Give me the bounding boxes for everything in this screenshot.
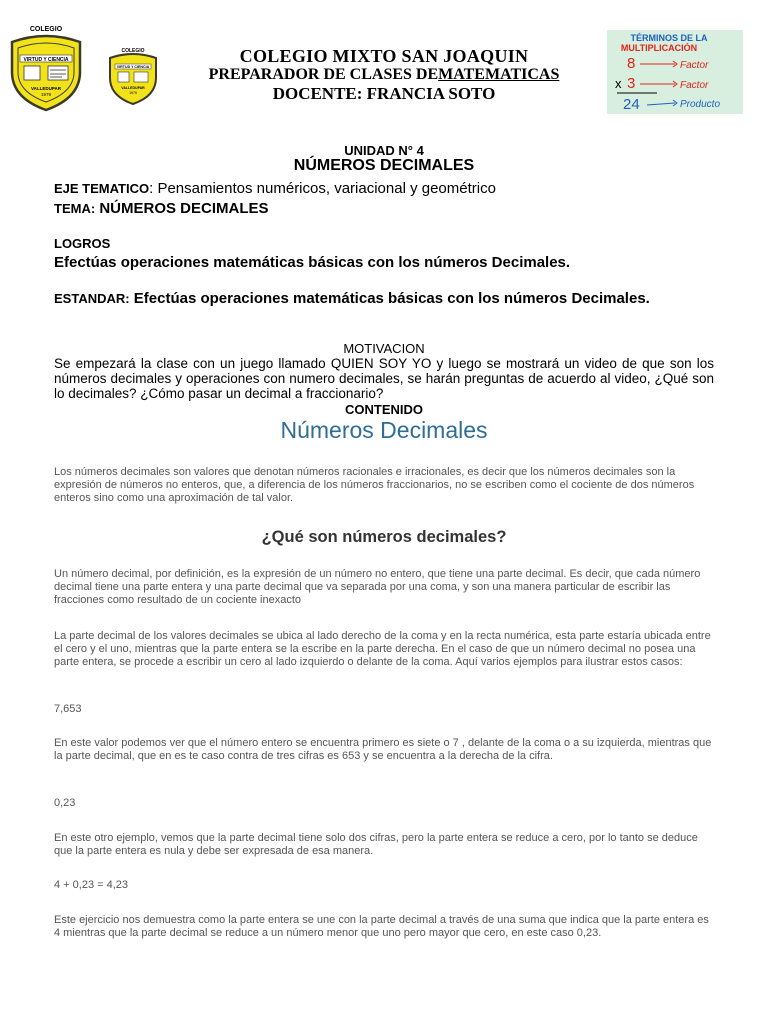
card-row3-label: Producto (680, 99, 721, 110)
numeros-decimales-heading: Números Decimales (280, 417, 488, 443)
eje-value: : Pensamientos numéricos, variacional y geométrico (149, 180, 496, 197)
logo-small-year: 1979 (129, 91, 137, 95)
contenido-label: CONTENIDO (345, 402, 423, 417)
logo-small-bottom-text: VALLEDUPAR (121, 86, 145, 90)
card-row1-value: 8 (627, 55, 636, 72)
card-row2-sign: x (615, 76, 622, 91)
example-1-explanation: En este valor podemos ver que el número entero se encuentra primero es siete o 7 , delante de la coma o a su izquierda, mientras que la parte decimal, que en es te caso contra de tres cifras es 653 y se encuentra a la derecha de la cifra. (54, 737, 712, 762)
example-2: 0,23 (54, 797, 76, 809)
eje-tematico (54, 180, 496, 197)
subtitle-prefix: PREPARADOR DE CLASES DE (208, 66, 439, 83)
estandar-label: ESTANDAR: (54, 291, 130, 306)
card-row3-value: 24 (623, 96, 640, 113)
intro-paragraph: Los números decimales son valores que denotan números racionales e irracionales, es decir que los números decimales son la expresión de números no enteros, que, a diferencia de los números fraccionarios, no se escriben como el cociente de dos números enteros sino como una aproximación de tal valor. (54, 466, 695, 504)
card-row1-label: Factor (680, 60, 709, 71)
tema (54, 200, 269, 217)
logo-small-band-text: VIRTUD Y CIENCIA (116, 65, 150, 69)
multiplication-terms-image (607, 30, 743, 114)
card-row2-value: 3 (627, 75, 636, 92)
unit-number: UNIDAD N° 4 (344, 143, 424, 158)
example-3-explanation: Este ejercicio nos demuestra como la parte entera se une con la parte decimal a través de una suma que indica que la parte entera es 4 mientras que la parte decimal se reduce a un número menor que uno pero mayor que cero, en este caso 0,23. (54, 914, 709, 939)
example-2-explanation: En este otro ejemplo, vemos que la parte decimal tiene solo dos cifras, pero la parte entera se reduce a cero, por lo tanto se deduce que la parte entera es nula y debe ser expresada de esa manera. (54, 832, 698, 857)
teacher-name: DOCENTE: FRANCIA SOTO (272, 84, 496, 103)
card-row2-label: Factor (680, 80, 709, 91)
logros-text: Efectúas operaciones matemáticas básicas con los números Decimales. (54, 254, 571, 271)
parte-decimal-paragraph: La parte decimal de los valores decimales se ubica al lado derecho de la coma y en la recta numérica, esta parte estaría ubicada entre el cero y el uno, mientras que la parte entera se la escribe en la parte derecha. En el caso de que un número decimal no posea una parte entera, se procede a escribir un cero al lado izquierdo o delante de la coma. Aquí varios ejemplos para ilustrar estos casos: (54, 630, 711, 668)
logo-small-top-text: COLEGIO (121, 48, 145, 54)
eje-label: EJE TEMATICO (54, 181, 150, 196)
logo-year: 1979 (40, 92, 52, 97)
card-title-line2: MULTIPLICACIÓN (620, 43, 698, 53)
example-1: 7,653 (54, 703, 82, 715)
example-3: 4 + 0,23 = 4,23 (54, 879, 129, 891)
motivacion-title: MOTIVACION (343, 341, 425, 356)
logo-bottom-text: VALLEDUPAR (30, 86, 62, 91)
school-name: COLEGIO MIXTO SAN JOAQUIN (239, 46, 529, 66)
definition-paragraph: Un número decimal, por definición, es la expresión de un número no entero, que tiene una parte decimal. Es decir, que cada número decimal tiene una parte entera y una parte decimal que va separada por una coma, y son una manera particular de escribir las fracciones como resultado de un cociente inexacto (54, 568, 701, 606)
logo-band-text: VIRTUD Y CIENCIA (23, 57, 69, 63)
subtitle-subject: MATEMATICAS (438, 66, 560, 83)
logros-label: LOGROS (54, 236, 111, 251)
question-heading: ¿Qué son números decimales? (261, 528, 507, 546)
card-title-line1: TÉRMINOS DE LA (630, 33, 708, 43)
estandar (54, 290, 650, 307)
tema-label: TEMA: (54, 201, 96, 216)
estandar-text: Efectúas operaciones matemáticas básicas con los números Decimales. (133, 290, 650, 307)
logo-top-text: COLEGIO (29, 26, 63, 33)
unit-title: NÚMEROS DECIMALES (293, 157, 475, 174)
tema-value: NÚMEROS DECIMALES (99, 200, 269, 217)
motivacion-text: Se empezará la clase con un juego llamado QUIEN SOY YO y luego se mostrará un video de que son los números decimales y operaciones con numero decimales, se harán preguntas de acuerdo al video, ¿Qué son lo decimales? ¿Cómo pasar un decimal a fraccionario? (54, 356, 714, 401)
